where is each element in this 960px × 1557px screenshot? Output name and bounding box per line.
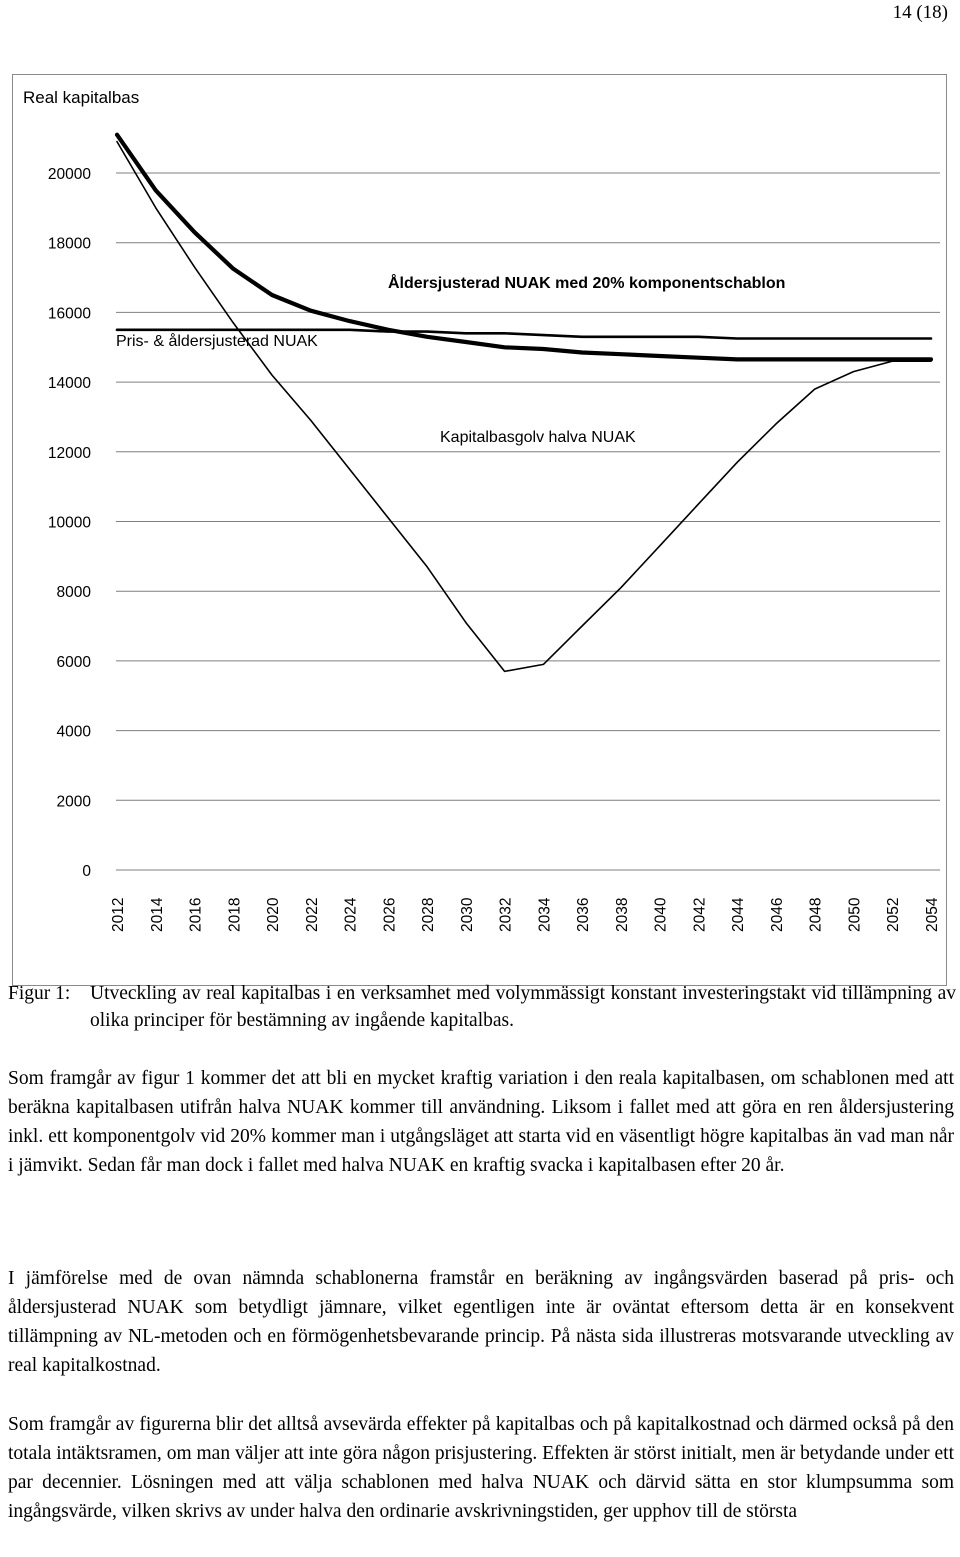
paragraph-1: Som framgår av figur 1 kommer det att bli en mycket kraftig variation i den reala kapitalbasen, om schablonen med att beräkna kapitalbasen utifrån halva NUAK kommer till användning. Liksom i fallet med att göra en ren åldersjustering inkl. ett komponentgolv vid 20% kommer man i utgångsläget att starta vid en väsentligt högre kapitalbas än vad man når i jämvikt. Sedan får man dock i fallet med halva NUAK en kraftig svacka i kapitalbasen efter 20 år. [8, 1068, 954, 1176]
y-tick-label: 6000 [56, 653, 91, 671]
y-tick-label: 4000 [56, 723, 91, 741]
y-axis-ticks [48, 166, 91, 880]
x-tick-label: 2054 [924, 897, 941, 932]
paragraph-2: I jämförelse med de ovan nämnda schablonerna framstår en beräkning av ingångsvärden baserad på pris- och åldersjusterad NUAK som betydligt jämnare, vilket egentligen inte är oväntat eftersom detta är en konsekvent tillämpning av NL-metoden och en förmögenhetsbevarande princip. På nästa sida illustreras motsvarande utveckling av real kapitalkostnad. [8, 1268, 954, 1376]
paragraph-3: Som framgår av figurerna blir det alltså avsevärda effekter på kapitalbas och på kapitalkostnad och därmed också på den totala intäktsramen, om man väljer att inte göra någon prisjustering. Effekten är störst initialt, men är betydande under ett par decennier. Lösningen med att välja schablonen med halva NUAK och därvid sätta en stor klumpsumma som ingångsvärde, vilken skrivs av under halva den ordinarie avskrivningstiden, ger upphov till de största [8, 1414, 954, 1522]
x-tick-label: 2048 [807, 897, 825, 932]
x-tick-label: 2038 [613, 897, 631, 932]
x-tick-label: 2022 [303, 897, 321, 932]
y-tick-label: 20000 [47, 166, 91, 183]
x-tick-label: 2032 [497, 897, 515, 932]
x-tick-label: 2026 [381, 897, 399, 932]
caption-label: Figur 1: [8, 983, 71, 1004]
y-tick-label: 16000 [47, 305, 91, 323]
x-tick-label: 2030 [458, 897, 476, 932]
x-tick-label: 2028 [420, 897, 438, 932]
x-tick-label: 2034 [536, 897, 554, 932]
y-tick-label: 0 [82, 863, 91, 880]
y-tick-label: 10000 [47, 514, 91, 532]
y-tick-label: 14000 [47, 375, 91, 393]
x-tick-label: 2040 [652, 897, 670, 932]
x-tick-label: 2020 [265, 897, 283, 932]
x-tick-label: 2014 [148, 897, 166, 932]
caption-text: Utveckling av real kapitalbas i en verksamhet med volymmässigt konstant investeringstakt vid tillämpning av olika principer för bestämning av ingående kapitalbas. [90, 983, 956, 1031]
y-tick-label: 12000 [47, 444, 91, 462]
y-tick-label: 8000 [56, 584, 91, 602]
page-number: 14 (18) [892, 2, 948, 23]
x-tick-label: 2044 [730, 897, 748, 932]
x-tick-label: 2036 [575, 897, 593, 932]
series-line-0 [117, 135, 931, 360]
x-tick-label: 2018 [226, 897, 244, 932]
x-tick-label: 2052 [885, 897, 903, 932]
series-line-1 [117, 142, 931, 672]
series-label-komponentschablon: Åldersjusterad NUAK med 20% komponentschablon [388, 275, 786, 292]
series-label-kapitalbasgolv: Kapitalbasgolv halva NUAK [440, 429, 636, 446]
y-tick-label: 2000 [56, 793, 91, 811]
y-tick-label: 18000 [47, 235, 91, 253]
series-label-pris-alder: Pris- & åldersjusterad NUAK [116, 333, 318, 350]
figure-caption [8, 980, 956, 1034]
x-tick-label: 2042 [691, 897, 709, 932]
x-tick-label: 2016 [187, 897, 205, 932]
chart-title: Real kapitalbas [23, 88, 140, 107]
x-tick-label: 2046 [768, 897, 786, 932]
x-tick-label: 2012 [110, 897, 127, 932]
x-axis-ticks [110, 897, 941, 932]
x-tick-label: 2024 [342, 897, 360, 932]
x-tick-label: 2050 [846, 897, 864, 932]
